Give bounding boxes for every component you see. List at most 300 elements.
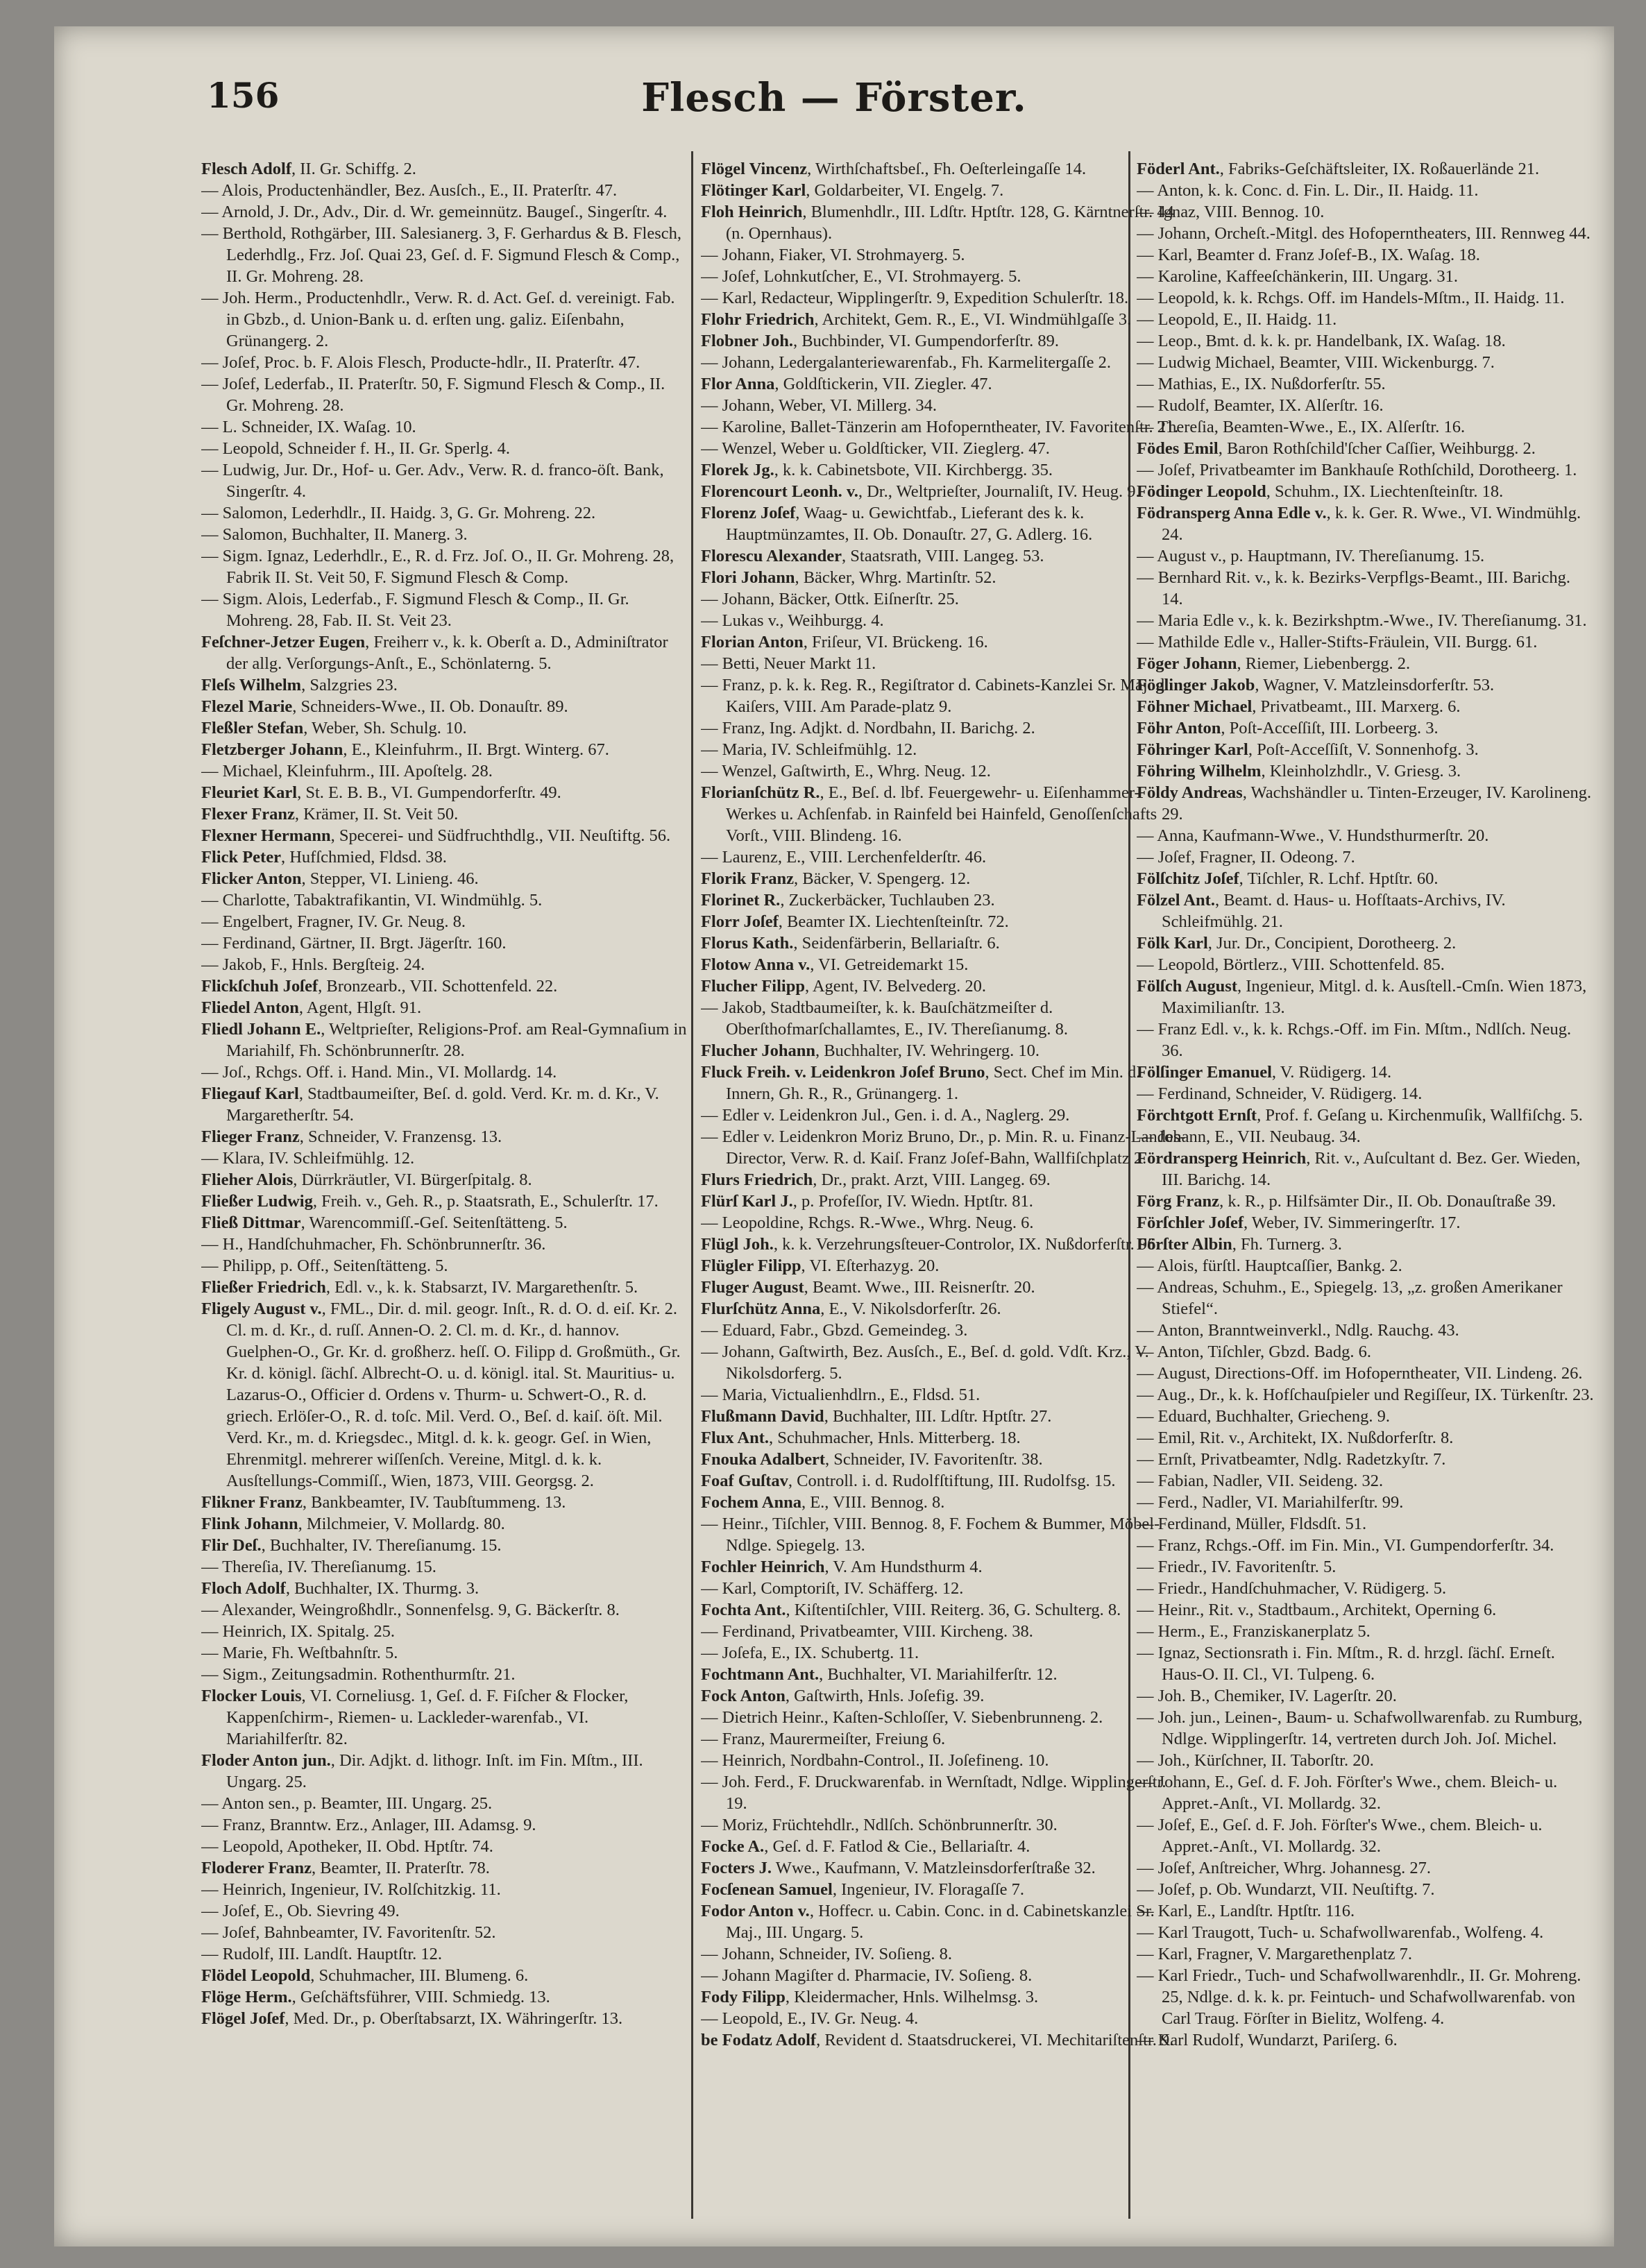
directory-entry [201, 545, 687, 588]
entry-surname: Fliegauf Karl [201, 1084, 299, 1103]
entry-details: , E., VIII. Bennog. 8. [801, 1493, 945, 1512]
directory-entry [1137, 1922, 1595, 1943]
entry-details: , II. Gr. Schiffg. 2. [291, 160, 416, 178]
directory-entry [701, 975, 1187, 997]
entry-details: , Buchhalter, VI. Mariahilferſtr. 12. [819, 1665, 1058, 1684]
directory-entry [201, 287, 687, 352]
directory-entry [701, 438, 1187, 459]
directory-entry [1137, 610, 1595, 631]
directory-entry [1137, 1449, 1595, 1470]
directory-entry [201, 416, 687, 438]
entry-surname: Feſchner-Jetzer Eugen [201, 633, 366, 651]
entry-details: , Wachshändler u. Tinten-Erzeuger, IV. Karolineng. 29. [1162, 783, 1592, 824]
directory-entry [701, 201, 1187, 244]
directory-entry [701, 1685, 1187, 1707]
entry-details: — Johann Magiſter d. Pharmacie, IV. Soſieng. 8. [701, 1966, 1033, 1985]
directory-column-1 [201, 158, 687, 2212]
directory-entry [701, 868, 1187, 889]
directory-entry [701, 1277, 1187, 1298]
directory-entry [1137, 1857, 1595, 1879]
directory-entry [1137, 180, 1595, 201]
entry-details: — Sigm., Zeitungsadmin. Rothenthurmſtr. 21. [201, 1665, 516, 1684]
directory-entry [1137, 1470, 1595, 1492]
entry-details: — Ferdinand, Gärtner, II. Brgt. Jägerſtr. 160. [201, 934, 507, 953]
entry-surname: Focke A. [701, 1837, 765, 1856]
directory-entry [701, 932, 1187, 954]
entry-details: , Prof. f. Geſang u. Kirchenmuſik, Wallfiſchg. 5. [1257, 1106, 1583, 1125]
entry-surname: Földy Andreas [1137, 783, 1243, 802]
entry-details: — Heinrich, Ingenieur, IV. Rolſchitzkig. 11. [201, 1880, 501, 1899]
entry-surname: Flobner Joh. [701, 332, 793, 350]
entry-surname: Florus Kath. [701, 934, 794, 953]
entry-details: — Maria, Victualienhdlrn., E., Fldsd. 51. [701, 1385, 981, 1404]
directory-entry [201, 1535, 687, 1556]
entry-details: , Dr., prakt. Arzt, VIII. Langeg. 69. [813, 1170, 1051, 1189]
entry-details: — Aug., Dr., k. k. Hofſchauſpieler und Regiſſeur, IX. Türkenſtr. 23. [1137, 1385, 1594, 1404]
entry-surname: Fock Anton [701, 1687, 786, 1705]
entry-details: , E., V. Nikolsdorferſtr. 26. [820, 1299, 1001, 1318]
entry-details: , V. Rüdigerg. 14. [1271, 1063, 1392, 1082]
entry-details: — Leopold, E., II. Haidg. 11. [1137, 310, 1337, 329]
directory-entry [201, 223, 687, 287]
directory-entry [701, 1341, 1187, 1384]
entry-details: , Bäcker, V. Spengerg. 12. [794, 869, 971, 888]
entry-surname: Floch Adolf [201, 1579, 286, 1598]
entry-details: , VI. Getreidemarkt 15. [810, 955, 969, 974]
entry-details: — Johann, E., Geſ. d. F. Joh. Förſter's Wwe., chem. Bleich- u. Appret.-Anſt., VI. Mollardg. 32. [1137, 1773, 1558, 1813]
directory-entry [201, 524, 687, 545]
directory-entry [701, 373, 1187, 395]
directory-entry [1137, 1492, 1595, 1513]
directory-entry [1137, 1363, 1595, 1384]
entry-details: , Poſt-Acceſſiſt, V. Sonnenhofg. 3. [1248, 740, 1479, 759]
directory-entry [701, 653, 1187, 674]
entry-surname: Flesch Adolf [201, 160, 291, 178]
directory-entry [201, 739, 687, 760]
entry-details: — Joh. jun., Leinen-, Baum- u. Schafwollwarenfab. zu Rumburg, Ndlge. Wipplingerſtr. 14, vertreten durch Joh. Joſ. Michel. [1137, 1708, 1583, 1748]
entry-details: , k. R., p. Hilfsämter Dir., II. Ob. Donauſtraße 39. [1219, 1192, 1556, 1211]
entry-details: — Johann, E., VII. Neubaug. 34. [1137, 1127, 1361, 1146]
directory-entry [1137, 395, 1595, 416]
directory-entry [1137, 1621, 1595, 1642]
directory-entry [701, 352, 1187, 373]
directory-entry [201, 1018, 687, 1061]
directory-entry [701, 180, 1187, 201]
entry-details: — Heinr., Rit. v., Stadtbaum., Architekt, Operning 6. [1137, 1601, 1497, 1619]
entry-details: — Johann, Orcheſt.-Mitgl. des Hofoperntheaters, III. Rennweg 44. [1137, 224, 1590, 243]
directory-entry [201, 1900, 687, 1922]
directory-entry [701, 1664, 1187, 1685]
entry-surname: Florescu Alexander [701, 547, 842, 565]
directory-entry [1137, 825, 1595, 846]
entry-details: — Joſef, Privatbeamter im Bankhauſe Rothſchild, Dorotheerg. 1. [1137, 461, 1577, 479]
entry-surname: Fochem Anna [701, 1493, 801, 1512]
entry-surname: Fleuriet Karl [201, 783, 298, 802]
directory-entry [1137, 244, 1595, 266]
entry-details: , Gaſtwirth, Hnls. Joſefig. 39. [785, 1687, 985, 1705]
directory-entry [1137, 373, 1595, 395]
directory-entry [1137, 1556, 1595, 1578]
directory-entry [201, 1814, 687, 1836]
directory-column-3 [1137, 158, 1595, 2212]
entry-details: — Karl, Redacteur, Wipplingerſtr. 9, Expedition Schulerſtr. 18. [701, 289, 1129, 307]
directory-entry [701, 1879, 1187, 1900]
directory-entry [201, 1986, 687, 2008]
directory-entry [1137, 1685, 1595, 1707]
entry-details: — Jakob, F., Hnls. Bergſteig. 24. [201, 955, 425, 974]
entry-details: , Agent, Hlgſt. 91. [298, 998, 422, 1017]
directory-entry [201, 1836, 687, 1857]
directory-entry [201, 782, 687, 803]
entry-surname: Fölſchitz Joſef [1137, 869, 1239, 888]
directory-entry [201, 158, 687, 180]
entry-details: — Leopold, E., IV. Gr. Neug. 4. [701, 2009, 919, 2028]
entry-details: , Goldarbeiter, VI. Engelg. 7. [806, 181, 1004, 200]
entry-surname: Fölk Karl [1137, 934, 1208, 953]
entry-surname: Fodor Anton v. [701, 1902, 810, 1920]
entry-details: — Dietrich Heinr., Kaſten-Schloſſer, V. Siebenbrunneng. 2. [701, 1708, 1103, 1727]
entry-surname: Fnouka Adalbert [701, 1450, 826, 1469]
directory-entry [701, 1470, 1187, 1492]
entry-surname: Fließer Friedrich [201, 1278, 326, 1297]
entry-surname: Fluck Freih. v. Leidenkron Joſef Bruno [701, 1063, 985, 1082]
entry-details: , Controll. i. d. Rudolfſtiftung, III. Rudolfsg. 15. [788, 1472, 1116, 1490]
directory-entry [701, 954, 1187, 975]
directory-entry [201, 1234, 687, 1255]
entry-details: — Thereſia, IV. Thereſianumg. 15. [201, 1558, 436, 1576]
directory-entry [1137, 1105, 1595, 1126]
entry-details: — Alois, Productenhändler, Bez. Ausſch., E., II. Praterſtr. 47. [201, 181, 618, 200]
entry-details: , Beamter, II. Praterſtr. 78. [311, 1859, 490, 1877]
entry-details: , Weber, Sh. Schulg. 10. [303, 719, 467, 737]
directory-entry [201, 1793, 687, 1814]
entry-details: — Franz, Branntw. Erz., Anlager, III. Adamsg. 9. [201, 1816, 536, 1834]
column-divider [691, 151, 693, 2219]
directory-entry [1137, 1707, 1595, 1750]
directory-entry [1137, 696, 1595, 717]
entry-details: — Rudolf, III. Landſt. Hauptſtr. 12. [201, 1945, 443, 1963]
directory-entry [201, 1664, 687, 1685]
entry-surname: Föderl Ant. [1137, 160, 1220, 178]
directory-entry [701, 1771, 1187, 1814]
directory-entry [701, 1642, 1187, 1664]
entry-details: , Buchhalter, IV. Thereſianumg. 15. [261, 1536, 502, 1555]
entry-details: — Michael, Kleinfuhrm., III. Apoſtelg. 28. [201, 762, 493, 781]
entry-details: , Fh. Turnerg. 3. [1232, 1235, 1342, 1254]
entry-details: — Jakob, Stadtbaumeiſter, k. k. Bauſchätzmeiſter d. Oberſthofmarſchallamtes, E., IV. Thereſianumg. 8. [701, 998, 1069, 1039]
directory-entry [1137, 1212, 1595, 1234]
entry-surname: Foaf Guſtav [701, 1472, 788, 1490]
entry-details: , E., Beſ. d. lbf. Feuergewehr- u. Eiſenhammer-Werkes u. Achſenfab. in Rainfeld bei Hainfeld, Genoſſenſchafts Vorſt., VIII. Blindeng. 16. [726, 783, 1157, 845]
entry-details: , Agent, IV. Belvederg. 20. [804, 977, 987, 996]
directory-entry [1137, 1191, 1595, 1212]
directory-entry [701, 911, 1187, 932]
entry-surname: Flori Johann [701, 568, 795, 587]
entry-details: — Karl Friedr., Tuch- und Schafwollwarenhdlr., II. Gr. Mohreng. 25, Ndlge. d. k. k. pr. Feintuch- und Schafwollwarenfab. von Carl Traug. Förſter in Bielitz, Wolfeng. 4. [1137, 1966, 1581, 2028]
entry-surname: Flieger Franz [201, 1127, 300, 1146]
entry-details: — August v., p. Hauptmann, IV. Thereſianumg. 15. [1137, 547, 1485, 565]
entry-details: , Waag- u. Gewichtfab., Lieferant des k. k. Hauptmünzamtes, II. Ob. Donauſtr. 27, G. Adlerg. 16. [726, 504, 1093, 544]
entry-details: , Kleinholzhdlr., V. Griesg. 3. [1261, 762, 1461, 781]
directory-entry [1137, 1255, 1595, 1277]
entry-surname: Fördransperg Heinrich [1137, 1149, 1307, 1168]
directory-entry [1137, 653, 1595, 674]
directory-entry [701, 1986, 1187, 2008]
entry-details: — Moriz, Früchtehdlr., Ndlſch. Schönbrunnerſtr. 30. [701, 1816, 1058, 1834]
directory-entry [701, 481, 1187, 502]
directory-entry [701, 1406, 1187, 1427]
entry-details: , Rit. v., Auſcultant d. Bez. Ger. Wieden, III. Barichg. 14. [1162, 1149, 1581, 1189]
directory-entry [201, 975, 687, 997]
entry-details: — August, Directions-Off. im Hofoperntheater, VII. Lindeng. 26. [1137, 1364, 1583, 1383]
directory-entry [201, 1922, 687, 1943]
directory-entry [701, 1857, 1187, 1879]
entry-surname: Flögel Vincenz [701, 160, 808, 178]
entry-surname: Födransperg Anna Edle v. [1137, 504, 1327, 522]
entry-details: — Maria Edle v., k. k. Bezirkshptm.-Wwe., IV. Thereſianumg. 31. [1137, 611, 1587, 630]
entry-details: — Joſef, Proc. b. F. Alois Flesch, Producte-hdlr., II. Praterſtr. 47. [201, 353, 640, 372]
directory-entry [701, 1728, 1187, 1750]
entry-details: , Sect. Chef im Min. d. Innern, Gh. R., R., Grünangerg. 1. [726, 1063, 1141, 1103]
entry-surname: Focters J. [701, 1859, 772, 1877]
entry-details: — Lukas v., Weihburgg. 4. [701, 611, 884, 630]
entry-surname: Flink Johann [201, 1515, 298, 1533]
entry-details: — Joſef, E., Geſ. d. F. Joh. Förſter's Wwe., chem. Bleich- u. Appret.-Anſt., VI. Mollardg. 32. [1137, 1816, 1543, 1856]
directory-entry [701, 1836, 1187, 1857]
entry-surname: Florinet R. [701, 891, 781, 910]
entry-details: , Ingenieur, IV. Floragaſſe 7. [832, 1880, 1025, 1899]
directory-column-2 [701, 158, 1187, 2212]
entry-details: — Franz Edl. v., k. k. Rchgs.-Off. im Fin. Mſtm., Ndlſch. Neug. 36. [1137, 1020, 1572, 1060]
entry-details: , Poſt-Acceſſiſt, III. Lorbeerg. 3. [1221, 719, 1439, 737]
entry-details: Wwe., Kaufmann, V. Matzleinsdorferſtraße 32. [772, 1859, 1096, 1877]
directory-entry [701, 1384, 1187, 1406]
directory-entry [701, 1212, 1187, 1234]
entry-details: , Buchhalter, IV. Wehringerg. 10. [815, 1041, 1040, 1060]
directory-entry [701, 1492, 1187, 1513]
page-header [54, 75, 1614, 130]
directory-entry [201, 1599, 687, 1621]
directory-entry [201, 1965, 687, 1986]
directory-entry [1137, 889, 1595, 932]
entry-details: , Warencommiſſ.-Geſ. Seitenſtätteng. 5. [300, 1213, 568, 1232]
directory-entry [1137, 1578, 1595, 1599]
directory-entry [701, 610, 1187, 631]
entry-surname: Flezel Marie [201, 697, 293, 716]
entry-surname: Flick Peter [201, 848, 281, 867]
entry-surname: Flickſchuh Joſef [201, 977, 319, 996]
entry-details: — Eduard, Fabr., Gbzd. Gemeindeg. 3. [701, 1321, 968, 1340]
entry-details: — Wenzel, Weber u. Goldſticker, VII. Zieglerg. 47. [701, 439, 1050, 458]
entry-details: — Joſef, p. Ob. Wundarzt, VII. Neuſtiftg. 7. [1137, 1880, 1435, 1899]
directory-entry [701, 502, 1187, 545]
directory-entry [1137, 352, 1595, 373]
directory-entry [701, 997, 1187, 1040]
directory-entry [701, 1191, 1187, 1212]
entry-details: — Anton, k. k. Conc. d. Fin. L. Dir., II. Haidg. 11. [1137, 181, 1479, 200]
directory-entry [1137, 1513, 1595, 1535]
directory-entry [201, 1169, 687, 1191]
entry-details: , Edl. v., k. k. Stabsarzt, IV. Margarethenſtr. 5. [325, 1278, 638, 1297]
entry-details: — Mathilde Edle v., Haller-Stifts-Fräulein, VII. Burgg. 61. [1137, 633, 1538, 651]
directory-entry [1137, 1427, 1595, 1449]
entry-details: — Franz, p. k. k. Reg. R., Regiſtrator d. Cabinets-Kanzlei Sr. Maj. d. Kaiſers, VIII. Am Parade-platz 9. [701, 676, 1169, 716]
entry-details: , Baron Rothſchild'ſcher Caſſier, Weihburgg. 2. [1218, 439, 1536, 458]
entry-details: — Sigm. Alois, Lederfab., F. Sigmund Flesch & Comp., II. Gr. Mohreng. 28, Fab. II. St. Veit 23. [201, 590, 629, 630]
directory-entry [701, 1556, 1187, 1578]
entry-details: — L. Schneider, IX. Waſag. 10. [201, 418, 416, 436]
directory-entry [701, 2008, 1187, 2029]
directory-entry [1137, 1234, 1595, 1255]
directory-entry [1137, 1148, 1595, 1191]
directory-entry [201, 1578, 687, 1599]
directory-entry [1137, 416, 1595, 438]
entry-details: , Kleidermacher, Hnls. Wilhelmsg. 3. [785, 1988, 1039, 2006]
entry-details: — Laurenz, E., VIII. Lerchenfelderſtr. 46. [701, 848, 987, 867]
entry-details: , Ingenieur, Mitgl. d. k. Ausſtell.-Cmſn. Wien 1873, Maximilianſtr. 13. [1162, 977, 1587, 1017]
directory-entry [1137, 932, 1595, 954]
directory-entry [201, 352, 687, 373]
entry-details: , Buchbinder, VI. Gumpendorferſtr. 89. [792, 332, 1059, 350]
entry-details: , Riemer, Liebenbergg. 2. [1237, 654, 1411, 673]
directory-entry [201, 1083, 687, 1126]
directory-entry [701, 1320, 1187, 1341]
directory-entry [1137, 481, 1595, 502]
entry-details: — Franz, Maurermeiſter, Freiung 6. [701, 1730, 946, 1748]
directory-entry [201, 2008, 687, 2029]
directory-entry [201, 868, 687, 889]
directory-entry [201, 1148, 687, 1169]
directory-entry [701, 395, 1187, 416]
directory-entry [201, 674, 687, 696]
entry-details: — Eduard, Buchhalter, Griecheng. 9. [1137, 1407, 1391, 1426]
entry-details: , Hoffecr. u. Cabin. Conc. in d. Cabinetskanzlei Sr. Maj., III. Ungarg. 5. [726, 1902, 1155, 1942]
entry-details: — Klara, IV. Schleifmühlg. 12. [201, 1149, 415, 1168]
directory-entry [701, 1126, 1187, 1169]
entry-details: , Goldſtickerin, VII. Ziegler. 47. [774, 375, 992, 393]
entry-details: — Joſefa, E., IX. Schubertg. 11. [701, 1644, 919, 1662]
directory-entry [201, 1212, 687, 1234]
entry-details: , Schneiders-Wwe., II. Ob. Donauſtr. 89. [292, 697, 568, 716]
entry-details: — Johann, Bäcker, Ottk. Eiſnerſtr. 25. [701, 590, 959, 608]
entry-details: , Privatbeamt., III. Marxerg. 6. [1252, 697, 1461, 716]
directory-entry [201, 373, 687, 416]
entry-details: , Freih. v., Geh. R., p. Staatsrath, E., Schulerſtr. 17. [312, 1192, 659, 1211]
directory-entry [1137, 1750, 1595, 1771]
entry-surname: Förſter Albin [1137, 1235, 1232, 1254]
entry-details: , Seidenfärberin, Bellariaſtr. 6. [793, 934, 1000, 953]
entry-details: , Friſeur, VI. Brückeng. 16. [803, 633, 988, 651]
directory-entry [1137, 1642, 1595, 1685]
directory-entry [201, 1750, 687, 1793]
entry-surname: be Fodatz Adolf [701, 2031, 817, 2049]
directory-entry [201, 846, 687, 868]
entry-details: — Leopold, Börtlerz., VIII. Schottenfeld. 85. [1137, 955, 1445, 974]
directory-entry [701, 1234, 1187, 1255]
entry-surname: Fleſs Wilhelm [201, 676, 302, 694]
directory-entry [701, 1707, 1187, 1728]
directory-entry [701, 739, 1187, 760]
page-title: Flesch — Förster. [641, 75, 1027, 121]
entry-details: , Schneider, IV. Favoritenſtr. 38. [825, 1450, 1043, 1469]
directory-entry [1137, 545, 1595, 567]
entry-details: — Anna, Kaufmann-Wwe., V. Hundsthurmerſtr. 20. [1137, 826, 1489, 845]
entry-surname: Flurs Friedrich [701, 1170, 813, 1189]
entry-details: , Jur. Dr., Concipient, Dorotheerg. 2. [1207, 934, 1457, 953]
directory-entry [1137, 266, 1595, 287]
entry-surname: Florek Jg. [701, 461, 774, 479]
directory-entry [701, 674, 1187, 717]
directory-entry [1137, 739, 1595, 760]
entry-details: — Arnold, J. Dr., Adv., Dir. d. Wr. gemeinnütz. Baugeſ., Singerſtr. 4. [201, 203, 668, 221]
entry-details: — Edler v. Leidenkron Jul., Gen. i. d. A., Naglerg. 29. [701, 1106, 1070, 1125]
entry-details: , Bronzearb., VII. Schottenfeld. 22. [318, 977, 558, 996]
entry-details: — Ernſt, Privatbeamter, Ndlg. Radetzkyſtr. 7. [1137, 1450, 1446, 1469]
entry-details: , Wagner, V. Matzleinsdorferſtr. 53. [1255, 676, 1495, 694]
entry-surname: Flurſchütz Anna [701, 1299, 821, 1318]
directory-entry [201, 1061, 687, 1083]
directory-entry [201, 1277, 687, 1298]
entry-details: — Ferdinand, Schneider, V. Rüdigerg. 14. [1137, 1084, 1423, 1103]
entry-details: , Freiherr v., k. k. Oberſt a. D., Adminiſtrator der allg. Verſorgungs-Anſt., E., Schönlaterng. 5. [226, 633, 668, 673]
directory-entry [201, 588, 687, 631]
entry-details: — Karl, Comptoriſt, IV. Schäfferg. 12. [701, 1579, 964, 1598]
entry-surname: Focſenean Samuel [701, 1880, 833, 1899]
entry-surname: Föglinger Jakob [1137, 676, 1255, 694]
entry-details: , Schuhmacher, Hnls. Mitterberg. 18. [769, 1429, 1021, 1447]
directory-entry [701, 1900, 1187, 1943]
entry-surname: Flucher Filipp [701, 977, 805, 996]
entry-details: — Joſef, Bahnbeamter, IV. Favoritenſtr. 52. [201, 1923, 496, 1942]
directory-entry [201, 889, 687, 911]
directory-entry [1137, 1965, 1595, 2029]
directory-entry [201, 825, 687, 846]
directory-entry [1137, 975, 1595, 1018]
entry-details: , FML., Dir. d. mil. geogr. Inſt., R. d. O. d. eiſ. Kr. 2. Cl. m. d. Kr., d. ruſſ. Annen-O. 2. Cl. m. d. Kr., d. hannov. Guelphen-O., Gr. Kr. d. großherz. heſſ. O. Filipp d. Großmüth., Gr. Kr. d. königl. ſächſ. Albrecht-O. u. d. königl. ital. St. Mauritius- u. Lazarus-O., Officier d. Ordens v. Thurm- u. Schwert-O., R. d. griech. Erlöſer-O., R. d. toſc. Mil. Verd. O., Beſ. d. kaiſ. öſt. Mil. Verd. Kr., m. d. Kriegsdec., Mitgl. d. k. k. geogr. Geſ. in Wien, Ehrenmitgl. mehrerer wiſſenſch. Vereine, Mitgl. d. k. k. Ausſtellungs-Commiſſ., Wien, 1873, VIII. Georgsg. 2. [226, 1299, 681, 1490]
directory-page [54, 26, 1614, 2246]
entry-surname: Fochtmann Ant. [701, 1665, 820, 1684]
entry-surname: Flor Anna [701, 375, 775, 393]
directory-entry [701, 1105, 1187, 1126]
entry-surname: Flödel Leopold [201, 1966, 311, 1985]
directory-entry [701, 1449, 1187, 1470]
entry-surname: Fody Filipp [701, 1988, 786, 2006]
entry-details: — Heinrich, IX. Spitalg. 25. [201, 1622, 395, 1641]
directory-entry [1137, 1771, 1595, 1814]
entry-details: , Beamter IX. Liechtenſteinſtr. 72. [778, 912, 1009, 931]
directory-entry [701, 1814, 1187, 1836]
entry-surname: Flir Deſ. [201, 1536, 262, 1555]
page-number: 156 [207, 75, 280, 116]
directory-entry [1137, 1406, 1595, 1427]
directory-entry [1137, 438, 1595, 459]
directory-entry [201, 1943, 687, 1965]
entry-surname: Födes Emil [1137, 439, 1219, 458]
entry-details: — Karl Traugott, Tuch- u. Schafwollwarenfab., Wolfeng. 4. [1137, 1923, 1544, 1942]
entry-surname: Fließ Dittmar [201, 1213, 301, 1232]
entry-details: — Salomon, Buchhalter, II. Manerg. 3. [201, 525, 468, 544]
entry-details: — Johann, Schneider, IV. Soſieng. 8. [701, 1945, 952, 1963]
entry-details: — Leopold, Apotheker, II. Obd. Hptſtr. 74. [201, 1837, 493, 1856]
directory-entry [1137, 309, 1595, 330]
directory-entry [201, 760, 687, 782]
directory-entry [1137, 1061, 1595, 1083]
directory-entry [201, 1879, 687, 1900]
entry-details: , Beamt. d. Haus- u. Hofſtaats-Archivs, IV. Schleifmühlg. 21. [1162, 891, 1506, 931]
entry-details: — Anton, Branntweinverkl., Ndlg. Rauchg. 43. [1137, 1321, 1459, 1340]
directory-entry [201, 1857, 687, 1879]
directory-entry [701, 2029, 1187, 2051]
